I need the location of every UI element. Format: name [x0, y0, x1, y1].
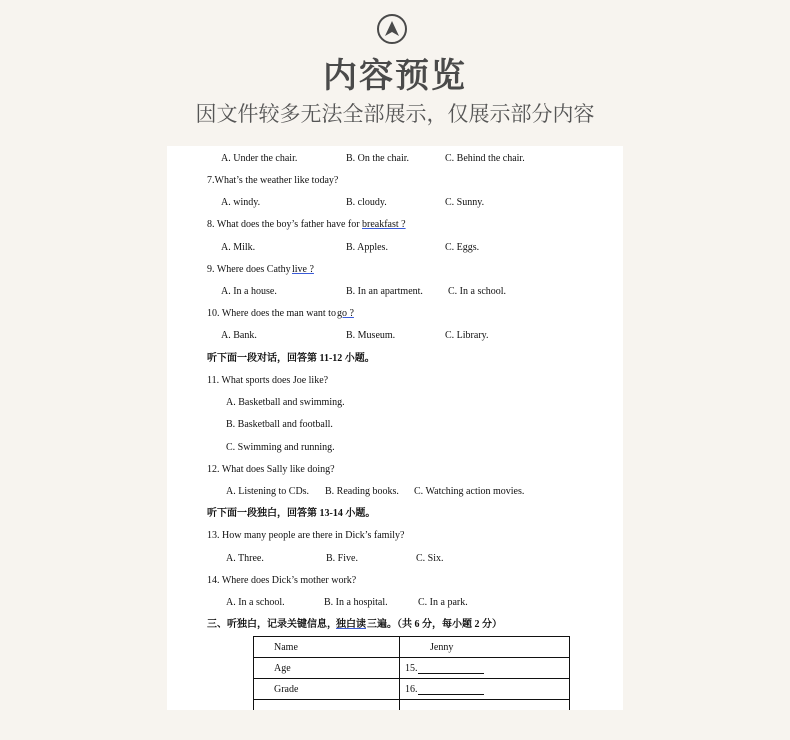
- table-row: [254, 658, 570, 679]
- table-cell-value: [400, 679, 570, 700]
- document-text: A. Three.: [226, 553, 264, 564]
- document-preview: [167, 146, 623, 710]
- document-text: C. Watching action movies.: [414, 486, 525, 497]
- document-text: C. Library.: [445, 330, 489, 341]
- table-cell-text: 16.: [405, 683, 418, 695]
- table-cell-label: Age: [254, 658, 400, 679]
- table-cell-label: Name: [254, 637, 400, 658]
- table-cell-text: Jenny: [430, 641, 454, 653]
- document-text: 听下面一段独白，回答第 13-14 小题。: [207, 508, 376, 519]
- document-text: A. windy.: [221, 197, 261, 208]
- document-text: 听下面一段对话，回答第 11-12 小题。: [207, 353, 375, 364]
- document-text: B. cloudy.: [346, 197, 387, 208]
- document-text: A. In a house.: [221, 286, 277, 297]
- document-text: 7.What’s the weather like today?: [207, 175, 339, 186]
- document-text: 13. How many people are there in Dick’s family?: [207, 530, 405, 541]
- document-text: 9. Where does Cathy: [207, 264, 291, 275]
- document-text: B. On the chair.: [346, 153, 410, 164]
- document-text: A. In a school.: [226, 597, 285, 608]
- document-text: C. Sunny.: [445, 197, 485, 208]
- document-text: C. Six.: [416, 553, 444, 564]
- document-text: B. Five.: [326, 553, 358, 564]
- document-text: A. Bank.: [221, 330, 257, 341]
- document-text: live ?: [292, 264, 314, 275]
- answer-blank: [418, 684, 484, 695]
- document-text: A. Milk.: [221, 242, 256, 253]
- document-text: C. Swimming and running.: [226, 442, 335, 453]
- table-cell-value: [400, 658, 570, 679]
- preview-header: [0, 0, 790, 146]
- document-text: 独白读: [336, 619, 366, 630]
- document-text: C. In a school.: [448, 286, 507, 297]
- page-subtitle: 因文件较多无法全部展示，仅展示部分内容: [195, 102, 595, 126]
- answer-blank: [418, 663, 484, 674]
- table-row: [254, 700, 570, 711]
- document-text: B. In an apartment.: [346, 286, 423, 297]
- table-row: [254, 637, 570, 658]
- document-text: A. Listening to CDs.: [226, 486, 310, 497]
- document-text: B. Museum.: [346, 330, 396, 341]
- document-text: A. Basketball and swimming.: [226, 397, 345, 408]
- document-text: 三遍。（共 6 分，每小题 2 分）: [367, 619, 502, 630]
- table-cell-value: [400, 637, 570, 658]
- page-title: 内容预览: [323, 56, 467, 96]
- table-cell-label: Grade: [254, 679, 400, 700]
- document-text: breakfast ?: [362, 219, 406, 230]
- table-row: [254, 679, 570, 700]
- document-text: 10. Where does the man want to: [207, 308, 336, 319]
- table-cell-text: 15.: [405, 662, 418, 674]
- document-text: B. Apples.: [346, 242, 388, 253]
- document-text: 11. What sports does Joe like?: [207, 375, 329, 386]
- document-text: A. Under the chair.: [221, 153, 298, 164]
- document-text: C. Behind the chair.: [445, 153, 525, 164]
- document-text: go ?: [337, 308, 354, 319]
- document-text: 12. What does Sally like doing?: [207, 464, 335, 475]
- info-table: [253, 636, 570, 710]
- document-text: C. In a park.: [418, 597, 468, 608]
- document-text: 14. Where does Dick’s mother work?: [207, 575, 357, 586]
- document-text: C. Eggs.: [445, 242, 480, 253]
- document-text: B. Basketball and football.: [226, 419, 333, 430]
- table-cell-value: [400, 700, 570, 711]
- document-text: B. In a hospital.: [324, 597, 388, 608]
- document-text: 三、听独白，记录关键信息，: [207, 619, 337, 630]
- document-text: B. Reading books.: [325, 486, 399, 497]
- document-text: 8. What does the boy’s father have for: [207, 219, 360, 230]
- navigation-arrow-icon: [377, 14, 407, 44]
- table-cell-label: [254, 700, 400, 711]
